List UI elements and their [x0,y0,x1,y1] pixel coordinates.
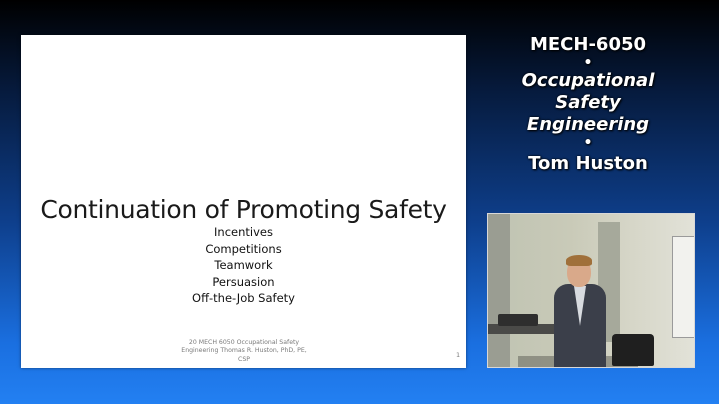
course-name-line: Safety [555,92,621,113]
bullet-item: Competitions [205,241,282,256]
bullet-item: Off-the-Job Safety [192,291,295,305]
presenter-hair [566,255,592,266]
video-whiteboard [672,236,695,338]
separator-dot: • [583,135,593,151]
presentation-slide [21,35,466,368]
separator-dot: • [583,55,593,71]
footer-line: CSP [238,355,250,363]
bullet-item: Persuasion [212,274,275,289]
bullet-item: Teamwork [214,258,273,272]
course-name-line: Occupational [521,70,655,91]
slide-bullet-list [21,224,466,307]
footer-line: Engineering Thomas R. Huston, PhD, PE, [181,347,307,355]
footer-line: 20 MECH 6050 Occupational Safety [188,339,300,346]
bullet-item: Incentives [214,225,273,239]
slide-footer [171,339,317,364]
course-code: MECH-6050 [529,34,647,55]
video-chair [612,334,654,366]
course-name-line: Engineering [526,114,650,135]
video-equipment [498,314,538,326]
course-info-panel [478,34,698,176]
instructor-name: Tom Huston [528,153,648,174]
slide-page-number: 1 [456,351,461,359]
presenter-video [487,213,695,368]
video-wall [488,214,510,367]
slide-title: Continuation of Promoting Safety [40,195,447,224]
